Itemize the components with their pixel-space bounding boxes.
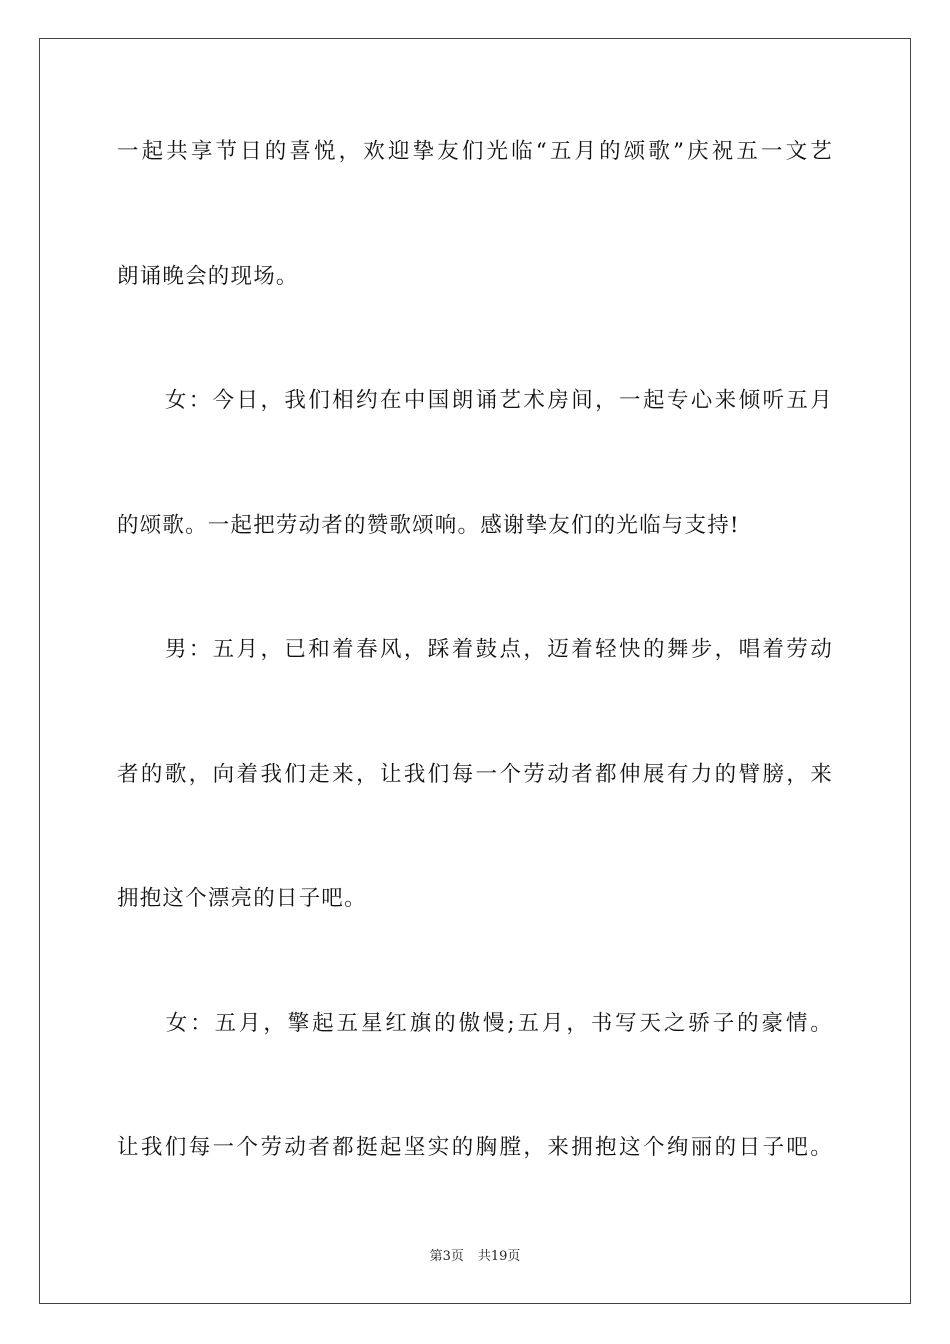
page-total: 共19页 [477, 1249, 521, 1264]
page-number: 第3页 [429, 1249, 464, 1264]
text-line: 女：五月，擎起五星红旗的傲慢;五月，书写天之骄子的豪情。 [117, 1011, 833, 1036]
text-line: 朗诵晚会的现场。 [117, 264, 299, 289]
page-footer [0, 1249, 950, 1265]
text-line: 女：今日，我们相约在中国朗诵艺术房间，一起专心来倾听五月 [117, 388, 833, 413]
text-line: 拥抱这个漂亮的日子吧。 [117, 886, 367, 911]
text-line: 一起共享节日的喜悦，欢迎挚友们光临“五月的颂歌”庆祝五一文艺 [117, 139, 833, 164]
text-line: 让我们每一个劳动者都挺起坚实的胸膛，来拥抱这个绚丽的日子吧。 [117, 1135, 833, 1160]
text-line: 者的歌，向着我们走来，让我们每一个劳动者都伸展有力的臂膀，来 [117, 762, 833, 787]
text-line: 的颂歌。一起把劳动者的赞歌颂响。感谢挚友们的光临与支持! [117, 513, 740, 538]
page-frame [39, 38, 911, 1304]
text-line: 男：五月，已和着春风，踩着鼓点，迈着轻快的舞步，唱着劳动 [117, 637, 833, 662]
